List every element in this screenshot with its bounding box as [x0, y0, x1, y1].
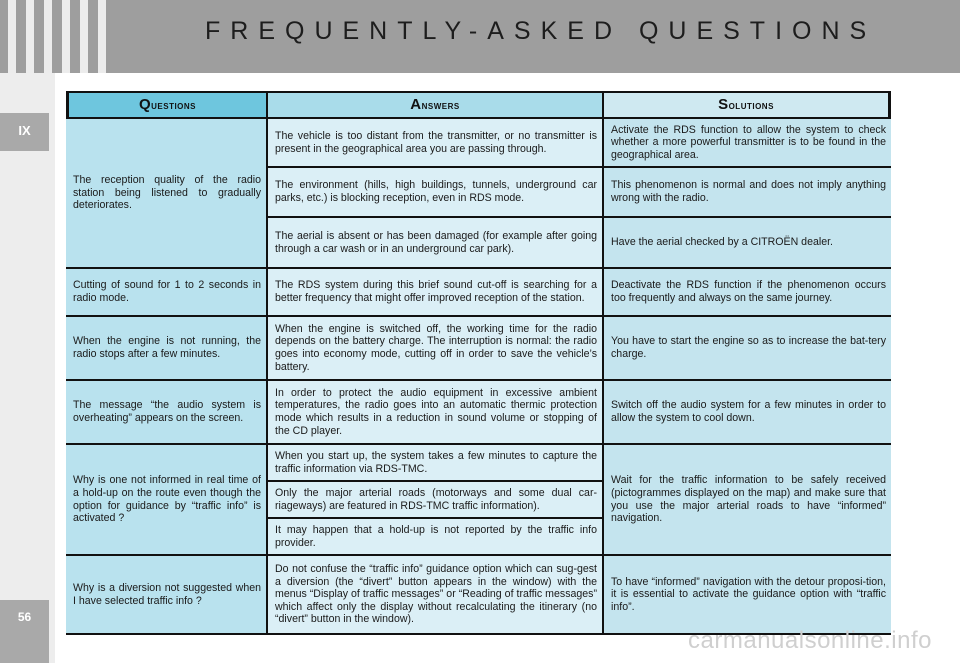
- answer-text: The environment (hills, high buildings, tunnels, underground car parks, etc.) is blocking reception, even in RDS mode.: [275, 179, 597, 204]
- watermark: carmanualsonline.info: [688, 627, 932, 654]
- header-stripe: [8, 0, 16, 73]
- answer-cell: [268, 317, 602, 379]
- header-stripe: [80, 0, 88, 73]
- answer-cell: [268, 168, 602, 216]
- sidebar: [0, 73, 55, 663]
- table-body: [66, 119, 891, 635]
- answer-cell: [268, 445, 602, 480]
- faq-table: [66, 91, 891, 635]
- page-title: FREQUENTLY-ASKED QUESTIONS: [205, 17, 877, 45]
- solution-text: Switch off the audio system for a few minutes in order to allow the system to cool down.: [611, 399, 886, 424]
- solution-cell: [604, 445, 891, 554]
- chapter-tab: IX: [0, 113, 49, 151]
- solution-text: Deactivate the RDS function if the phenomenon occurs too frequently and always on the same journey.: [611, 279, 886, 304]
- solution-text: This phenomenon is normal and does not imply anything wrong with the radio.: [611, 179, 886, 204]
- answer-text: The aerial is absent or has been damaged (for example after going through a car wash or in an underground car park).: [275, 229, 597, 255]
- answer-cell: [268, 381, 602, 443]
- answer-text: Do not confuse the “traffic info” guidance option which can sug-gest a diversion (the “divert” button appears in the window) with the menus “Display of traffic messages” or “Reading of traffic messages” which affect only the display without recalculating the itinerary (no “divert” button in the window).: [275, 563, 597, 626]
- table-header: [66, 91, 891, 119]
- question-text: Why is one not informed in real time of a hold-up on the route even though the option for guidance by “traffic info” is activated ?: [73, 474, 261, 525]
- header-stripe: [26, 0, 34, 73]
- solution-cell: [604, 317, 891, 379]
- page-header: [0, 0, 960, 73]
- question-cell: [66, 381, 266, 443]
- question-text: When the engine is not running, the radio stops after a few minutes.: [73, 335, 261, 360]
- answer-cell: [268, 556, 602, 633]
- solution-text: Have the aerial checked by a CITROËN dealer.: [611, 236, 833, 249]
- solution-cell: [604, 269, 891, 315]
- answer-text: The RDS system during this brief sound cut-off is searching for a better frequency that might offer improved reception of the station.: [275, 279, 597, 304]
- solution-text: Activate the RDS function to allow the system to check whether a more powerful transmitter is to be found in the geographical area.: [611, 123, 886, 161]
- column-header-solutions: Solutions: [604, 93, 888, 117]
- answer-cell: [268, 519, 602, 554]
- question-text: Why is a diversion not suggested when I have selected traffic info ?: [73, 581, 261, 607]
- question-cell: [66, 445, 266, 554]
- header-stripe: [98, 0, 106, 73]
- answer-cell: [268, 482, 602, 517]
- solution-cell: [604, 381, 891, 443]
- answer-text: When the engine is switched off, the working time for the radio depends on the battery charge. The interruption is normal: the radio goes into economy mode, cutting off in order to save the vehicle’s battery.: [275, 322, 597, 373]
- solution-cell: [604, 168, 891, 216]
- header-stripe: [44, 0, 52, 73]
- question-text: The message “the audio system is overheating” appears on the screen.: [73, 399, 261, 424]
- question-cell: [66, 119, 266, 267]
- solution-cell: [604, 556, 891, 633]
- column-header-answers: Answers: [268, 93, 602, 117]
- question-cell: [66, 317, 266, 379]
- solution-text: Wait for the traffic information to be safely received (pictogrammes displayed on the map) and make sure that you use the major arterial roads to have “informed” navigation.: [611, 474, 886, 525]
- answer-cell: [268, 119, 602, 166]
- answer-text: It may happen that a hold-up is not reported by the traffic info provider.: [275, 523, 597, 549]
- answer-cell: [268, 218, 602, 267]
- question-text: The reception quality of the radio station being listened to gradually deteriorates.: [73, 174, 261, 212]
- answer-text: Only the major arterial roads (motorways and some dual car-riageways) are featured in RDS-TMC traffic information).: [275, 486, 597, 512]
- column-header-questions: Questions: [69, 93, 266, 117]
- question-text: Cutting of sound for 1 to 2 seconds in radio mode.: [73, 279, 261, 304]
- answer-text: In order to protect the audio equipment in excessive ambient temperatures, the radio goes into an automatic thermic protection mode which results in a reduction in sound volume or stopping of the CD player.: [275, 386, 597, 437]
- solution-cell: [604, 218, 891, 267]
- answer-cell: [268, 269, 602, 315]
- question-cell: [66, 269, 266, 315]
- page-number: 56: [0, 600, 49, 663]
- answer-text: The vehicle is too distant from the transmitter, or no transmitter is present in the geographical area you are passing through.: [275, 129, 597, 155]
- answer-text: When you start up, the system takes a few minutes to capture the traffic information via RDS-TMC.: [275, 449, 597, 475]
- solution-text: To have “informed” navigation with the detour proposi-tion, it is essential to activate the guidance option with “traffic info”.: [611, 575, 886, 613]
- header-stripe: [62, 0, 70, 73]
- question-cell: [66, 556, 266, 633]
- solution-text: You have to start the engine so as to increase the bat-tery charge.: [611, 335, 886, 360]
- solution-cell: [604, 119, 891, 166]
